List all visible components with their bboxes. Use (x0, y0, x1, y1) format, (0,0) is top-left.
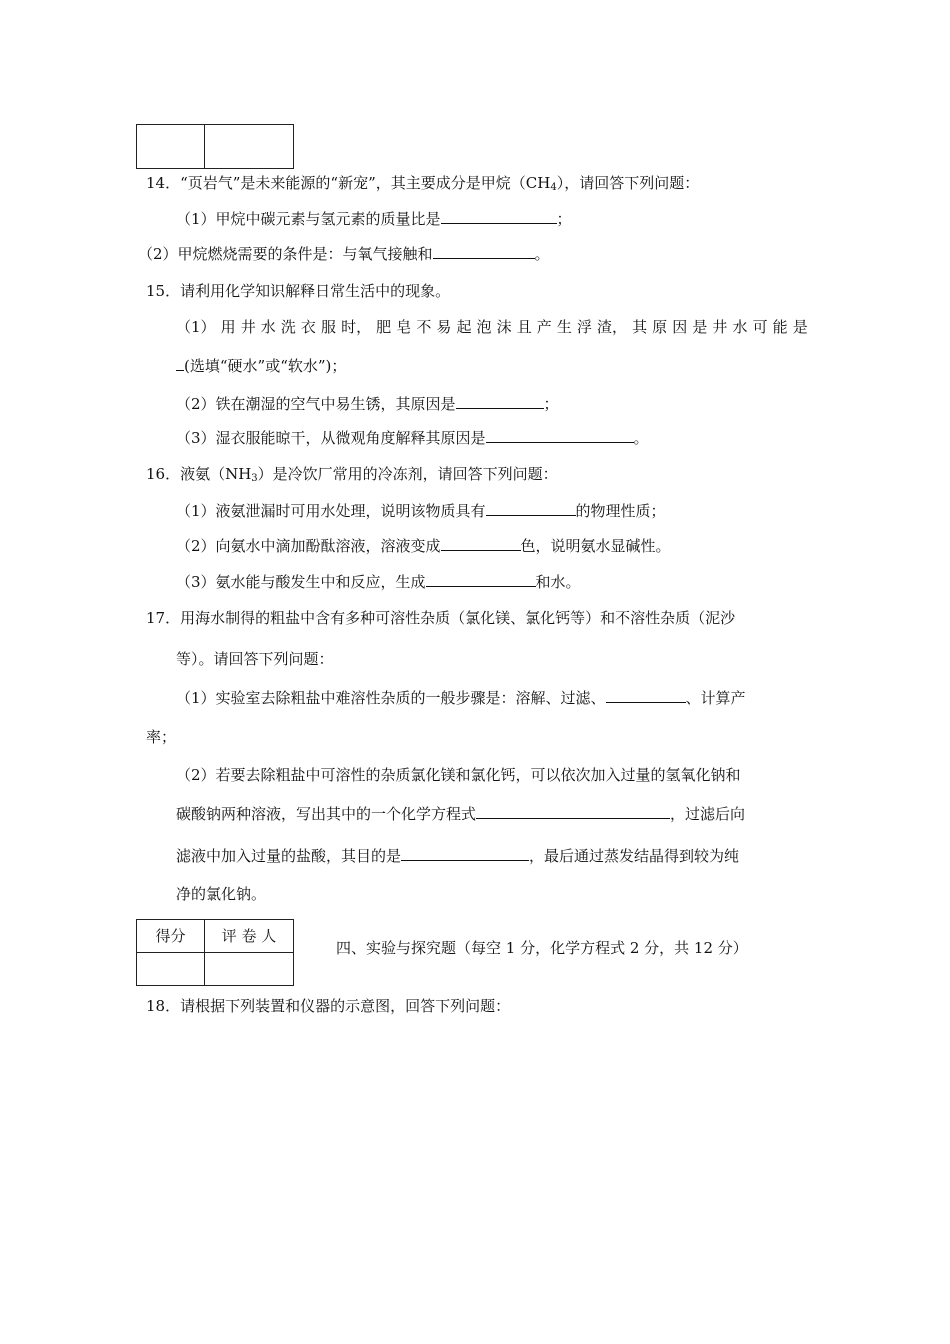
q15-part1-line1 (176, 316, 808, 338)
q15-part1-token: 皂 (396, 318, 412, 336)
q15-part1-token: 原 (652, 318, 668, 336)
q15-part1-token: 生 (556, 318, 572, 336)
q17-part1-line2: 率； (146, 728, 177, 746)
q15-part1-token: 且 (516, 318, 532, 336)
q14-part2: （2）甲烷燃烧需要的条件是：与氧气接触和 。 (138, 245, 550, 263)
q15-part1-token: 起 (456, 318, 472, 336)
q15-part1-token: 用 (220, 318, 236, 336)
q15-part1-token: 浮 (576, 318, 592, 336)
q15-part1-line2: (选填“硬水”或“软水”)； (176, 355, 346, 377)
q15-part1-token: 衣 (300, 318, 316, 336)
q15-part1-token: 井 (240, 318, 256, 336)
answer-blank[interactable] (433, 243, 535, 259)
q16-part1: （1）液氨泄漏时可用水处理，说明该物质具有 的物理性质； (176, 502, 666, 520)
answer-blank[interactable] (486, 500, 576, 516)
q15-part1-token: 井 (712, 318, 728, 336)
top-score-box (136, 124, 294, 169)
q16-part2: （2）向氨水中滴加酚酞溶液，溶液变成 色，说明氨水显碱性。 (176, 537, 671, 555)
answer-blank[interactable] (176, 355, 184, 371)
q15-part3: （3）湿衣服能晾干，从微观角度解释其原因是 。 (176, 429, 649, 447)
q15-part1-token: 不 (416, 318, 432, 336)
q14-part1: （1）甲烷中碳元素与氢元素的质量比是 ； (176, 210, 572, 228)
q16-part3: （3）氨水能与酸发生中和反应，生成 和水。 (176, 573, 581, 591)
q14-stem: 14．“页岩气”是未来能源的“新宠”，其主要成分是甲烷$(CH_4)$，请回答下列问题： (146, 174, 700, 193)
q18-stem: 18．请根据下列装置和仪器的示意图，回答下列问题： (146, 997, 511, 1015)
q15-stem: 15．请利用化学知识解释日常生活中的现象。 (146, 282, 451, 300)
answer-blank[interactable] (476, 803, 670, 819)
section-title: 四、实验与探究题（每空 1 分，化学方程式 2 分，共 12 分） (336, 939, 748, 957)
grader-header: 评 卷 人 (205, 920, 294, 953)
answer-blank[interactable] (426, 571, 536, 587)
q15-part1-token: 易 (436, 318, 452, 336)
q15-part1-token: 其 (632, 318, 648, 336)
q15-part1-token: 时， (341, 318, 372, 336)
grader-cell (205, 953, 294, 986)
q17-part2-line2: 碳酸钠两种溶液，写出其中的一个化学方程式 ，过滤后向 (176, 805, 746, 823)
answer-blank[interactable] (401, 845, 529, 861)
score-cell (137, 953, 205, 986)
answer-blank[interactable] (606, 687, 686, 703)
answer-blank[interactable] (441, 535, 521, 551)
q15-part1-token: 洗 (280, 318, 296, 336)
score-table (136, 919, 294, 986)
q15-part1-token: 是 (692, 318, 708, 336)
q17-part2-line1: （2）若要去除粗盐中可溶性的杂质氯化镁和氯化钙，可以依次加入过量的氢氧化钠和 (176, 766, 741, 784)
grader-cell (205, 125, 294, 169)
q15-part1-token: 肥 (376, 318, 392, 336)
q17-stem-line1: 17．用海水制得的粗盐中含有多种可溶性杂质（氯化镁、氯化钙等）和不溶性杂质（泥沙 (146, 609, 736, 627)
q15-part1-token: 可 (752, 318, 768, 336)
answer-blank[interactable] (486, 427, 634, 443)
q15-part1-token: 水 (732, 318, 748, 336)
q15-part1-token: 渣， (597, 318, 628, 336)
q15-part1-token: 沫 (496, 318, 512, 336)
q17-part2-line3: 滤液中加入过量的盐酸，其目的是 ，最后通过蒸发结晶得到较为纯 (176, 847, 740, 865)
q15-part1-token: 泡 (476, 318, 492, 336)
q15-part1-token: 服 (321, 318, 337, 336)
answer-blank[interactable] (441, 208, 557, 224)
score-header: 得分 (137, 920, 205, 953)
q15-part1-token: 能 (772, 318, 788, 336)
q15-part1-token: 产 (536, 318, 552, 336)
q15-part2: （2）铁在潮湿的空气中易生锈，其原因是 ； (176, 395, 559, 413)
q15-part1-token: 因 (672, 318, 688, 336)
q17-part2-line4: 净的氯化钠。 (176, 885, 267, 903)
q15-part1-token: （1） (176, 318, 216, 336)
q16-stem: 16．液氨$(NH_3)$是冷饮厂常用的冷冻剂，请回答下列问题： (146, 465, 558, 484)
q17-stem-line2: 等）。请回答下列问题： (176, 650, 334, 668)
q15-part1-token: 水 (260, 318, 276, 336)
q17-part1: （1）实验室去除粗盐中难溶性杂质的一般步骤是：溶解、过滤、 、计算产 (176, 689, 746, 707)
score-cell (137, 125, 205, 169)
answer-blank[interactable] (456, 393, 544, 409)
q15-part1-token: 是 (792, 318, 808, 336)
